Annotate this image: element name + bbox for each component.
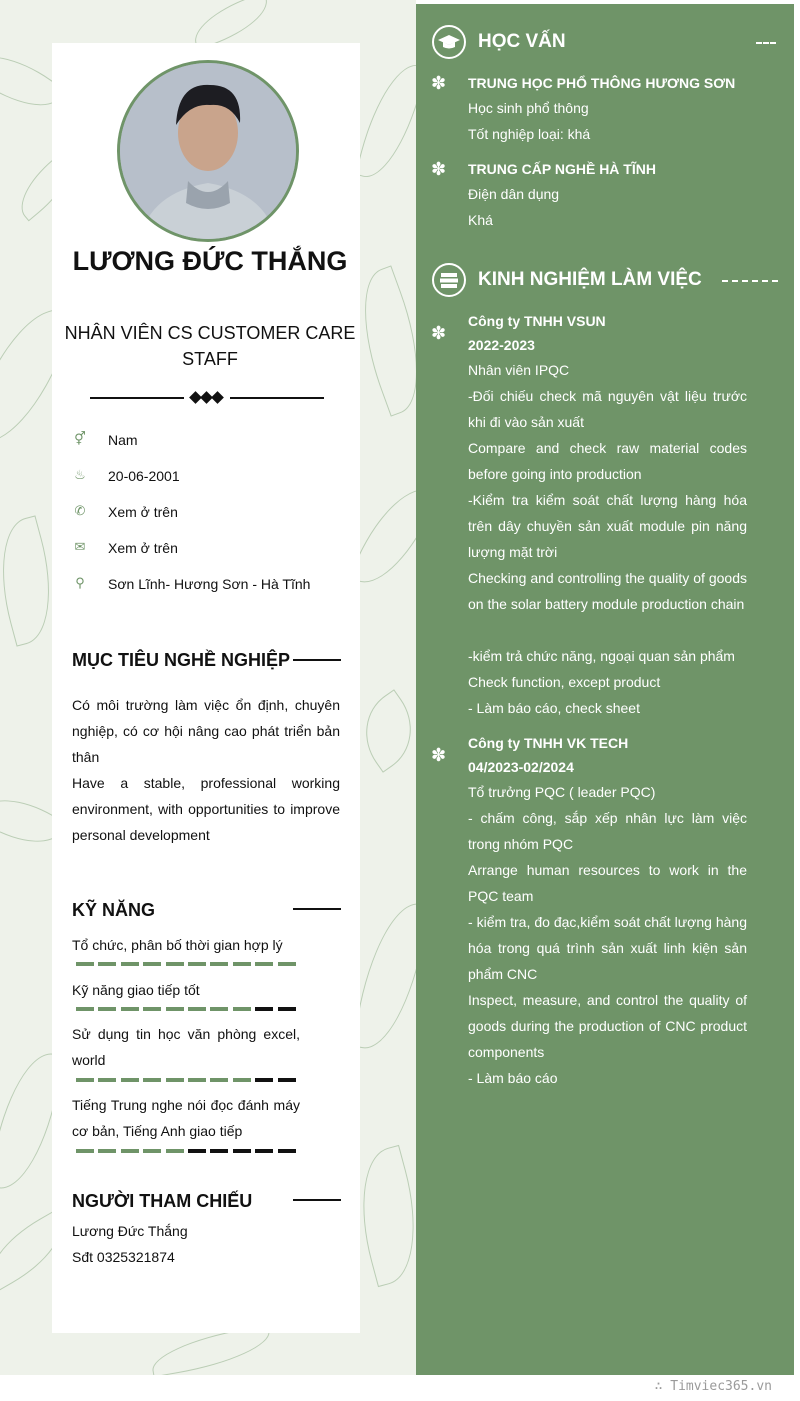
skill-bar-segment	[233, 962, 251, 966]
experience-detail: Nhân viên IPQC	[468, 362, 570, 378]
watermark-text: ∴ Timviec365.vn	[654, 1379, 772, 1394]
skill-bar-segment	[255, 1078, 273, 1082]
skill-bar-segment	[278, 1007, 296, 1011]
reference-heading: NGƯỜI THAM CHIẾU	[72, 1191, 253, 1211]
right-column-panel	[416, 4, 794, 1375]
experience-company: Công ty TNHH VK TECH	[468, 735, 629, 751]
contact-address-value: Sơn Lĩnh- Hương Sơn - Hà Tĩnh	[108, 576, 311, 592]
experience-detail: -Kiểm tra kiểm soát chất lượng hàng hóa trên dây chuyền sản xuất module pin năng lượng mặt trời	[468, 492, 747, 560]
skill-bar-segment	[233, 1078, 251, 1082]
skill-bar-segment	[233, 1149, 251, 1153]
footer	[0, 1375, 800, 1401]
skills-heading: KỸ NĂNG	[72, 900, 156, 920]
reference-heading-line	[293, 1199, 341, 1201]
experience-detail: Inspect, measure, and control the quality of goods during the production of CNC product components	[468, 992, 747, 1060]
contact-gender-value: Nam	[108, 432, 138, 448]
experience-detail: - Làm báo cáo, check sheet	[468, 700, 640, 716]
skill-bar-segment	[98, 1078, 116, 1082]
skill-bar-segment	[255, 1149, 273, 1153]
location-pin-icon: ⚲	[75, 575, 85, 590]
avatar-portrait-icon	[120, 63, 296, 239]
skill-bar-segment	[143, 1149, 161, 1153]
skill-bar-segment	[188, 1078, 206, 1082]
objective-heading: MỤC TIÊU NGHỀ NGHIỆP	[72, 650, 291, 670]
reference-name: Lương Đức Thắng	[72, 1223, 188, 1239]
skill-bar-segment	[210, 1149, 228, 1153]
objective-text-vi: Có môi trường làm việc ổn định, chuyên nghiệp, có cơ hội nâng cao phát triển bản thân	[72, 697, 340, 765]
candidate-name: LƯƠNG ĐỨC THẮNG	[72, 246, 348, 276]
skill-bar-segment	[188, 1007, 206, 1011]
skill-level-bar	[76, 1149, 296, 1153]
skill-bar-segment	[76, 1078, 94, 1082]
skill-bar-segment	[188, 962, 206, 966]
skills-heading-line	[293, 908, 341, 910]
skill-name: Tổ chức, phân bố thời gian hợp lý	[72, 937, 283, 953]
education-heading-dash	[756, 42, 776, 46]
skill-bar-segment	[255, 962, 273, 966]
experience-detail: - Làm báo cáo	[468, 1070, 558, 1086]
skill-bar-segment	[278, 1078, 296, 1082]
skill-bar-segment	[210, 1007, 228, 1011]
skill-bar-segment	[255, 1007, 273, 1011]
avatar	[117, 60, 299, 242]
skill-bar-segment	[98, 962, 116, 966]
skill-bar-segment	[98, 1149, 116, 1153]
skill-bar-segment	[121, 1078, 139, 1082]
skill-bar-segment	[143, 962, 161, 966]
skill-bar-segment	[166, 1078, 184, 1082]
education-major: Điện dân dụng	[468, 186, 560, 202]
experience-heading-dash	[722, 280, 778, 284]
experience-detail: Tổ trưởng PQC ( leader PQC)	[468, 784, 656, 800]
flower-bullet-icon: ✽	[431, 745, 447, 765]
experience-period: 04/2023-02/2024	[468, 759, 574, 775]
skill-bar-segment	[210, 1078, 228, 1082]
skill-bar-segment	[278, 1149, 296, 1153]
skill-bar-segment	[143, 1007, 161, 1011]
skill-bar-segment	[121, 1007, 139, 1011]
skill-bar-segment	[166, 1007, 184, 1011]
book-stack-icon	[432, 263, 466, 297]
skill-bar-segment	[76, 1149, 94, 1153]
objective-heading-line	[293, 659, 341, 661]
education-school: TRUNG HỌC PHỔ THÔNG HƯƠNG SƠN	[468, 75, 736, 91]
education-heading: HỌC VẤN	[478, 31, 566, 52]
education-major: Học sinh phổ thông	[468, 100, 589, 116]
skill-bar-segment	[278, 962, 296, 966]
skill-name: Kỹ năng giao tiếp tốt	[72, 982, 200, 998]
skill-level-bar	[76, 1007, 296, 1011]
skill-bar-segment	[121, 962, 139, 966]
skill-bar-segment	[166, 962, 184, 966]
skill-level-bar	[76, 1078, 296, 1082]
gender-icon: ⚥	[74, 431, 86, 446]
birthday-cake-icon: ♨	[74, 467, 86, 482]
contact-phone-value: Xem ở trên	[108, 504, 178, 520]
skill-bar-segment	[188, 1149, 206, 1153]
skill-name: Sử dụng tin học văn phòng excel, world	[72, 1026, 300, 1068]
experience-detail: -Đối chiếu check mã nguyên vật liệu trước khi đi vào sản xuất	[468, 388, 747, 430]
experience-detail: Compare and check raw material codes before going into production	[468, 440, 747, 482]
experience-detail: Check function, except product	[468, 674, 661, 690]
objective-text-en: Have a stable, professional working environment, with opportunities to improve personal development	[72, 775, 340, 843]
flower-bullet-icon: ✽	[431, 159, 447, 179]
graduation-cap-icon	[432, 25, 466, 59]
flower-bullet-icon: ✽	[431, 323, 447, 343]
skill-bar-segment	[121, 1149, 139, 1153]
education-result: Tốt nghiệp loại: khá	[468, 126, 591, 142]
education-school: TRUNG CẤP NGHỀ HÀ TĨNH	[468, 161, 656, 177]
experience-period: 2022-2023	[468, 337, 535, 353]
reference-phone: Sđt 0325321874	[72, 1249, 175, 1265]
experience-detail: - chấm công, sắp xếp nhân lực làm việc trong nhóm PQC	[468, 810, 747, 852]
contact-email-value: Xem ở trên	[108, 540, 178, 556]
skill-bar-segment	[76, 962, 94, 966]
experience-detail: -kiểm trả chức năng, ngoại quan sản phẩm	[468, 648, 735, 664]
skill-bar-segment	[98, 1007, 116, 1011]
skill-bar-segment	[76, 1007, 94, 1011]
skill-bar-segment	[166, 1149, 184, 1153]
phone-icon: ✆	[74, 503, 86, 518]
skill-name: Tiếng Trung nghe nói đọc đánh máy cơ bản, Tiếng Anh giao tiếp	[72, 1097, 300, 1139]
ornament-divider	[90, 390, 324, 406]
experience-detail: Arrange human resources to work in the PQC team	[468, 862, 747, 904]
skill-bar-segment	[210, 962, 228, 966]
mail-icon: ✉	[74, 539, 86, 554]
job-title: NHÂN VIÊN CS CUSTOMER CARE STAFF	[64, 323, 356, 369]
experience-detail: Checking and controlling the quality of goods on the solar battery module production chain	[468, 570, 747, 612]
contact-birthday-value: 20-06-2001	[108, 468, 180, 484]
skill-level-bar	[76, 962, 296, 966]
skill-bar-segment	[233, 1007, 251, 1011]
skill-bar-segment	[143, 1078, 161, 1082]
education-result: Khá	[468, 212, 493, 228]
experience-detail: - kiểm tra, đo đạc,kiểm soát chất lượng hàng hóa trong quá trình sản xuất linh kiện sản phẩm CNC	[468, 914, 747, 982]
experience-company: Công ty TNHH VSUN	[468, 313, 606, 329]
experience-heading: KINH NGHIỆM LÀM VIỆC	[478, 269, 702, 290]
flower-bullet-icon: ✽	[431, 73, 447, 93]
